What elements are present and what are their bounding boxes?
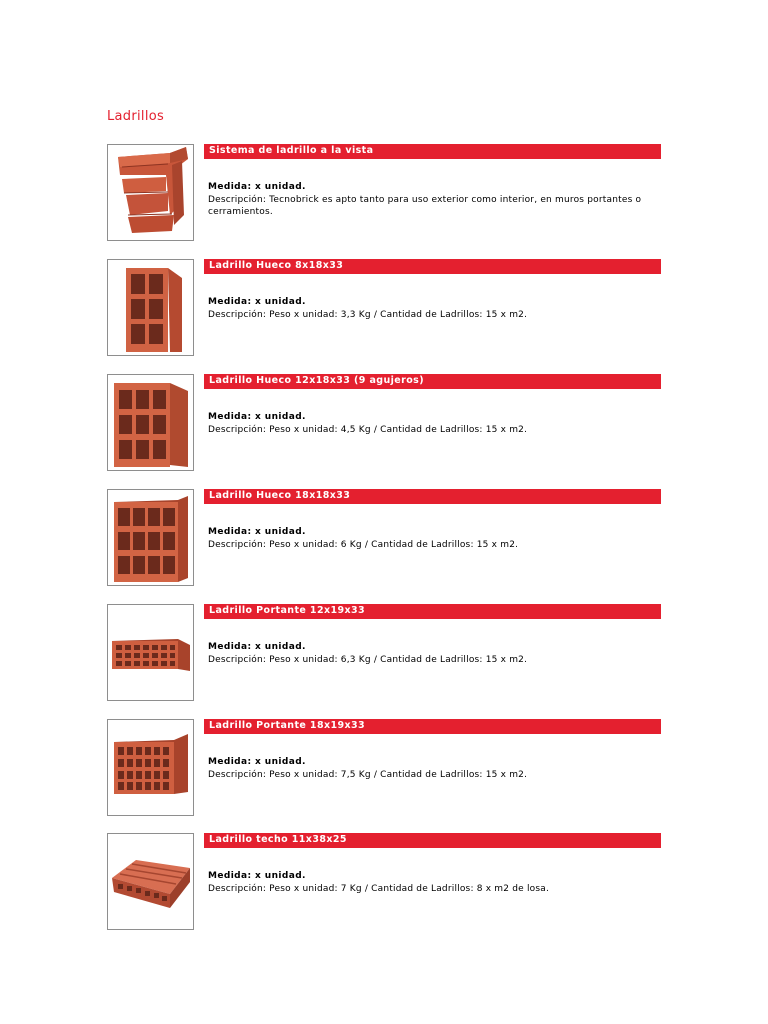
product-title: Ladrillo Portante 12x19x33 <box>209 605 366 616</box>
product-title-bar <box>204 833 661 848</box>
hollow-brick-9-holes-icon <box>107 374 194 471</box>
product-description: Descripción: Peso x unidad: 6,3 Kg / Cantidad de Ladrillos: 15 x m2. <box>208 654 528 665</box>
product-description: Descripción: Peso x unidad: 6 Kg / Cantidad de Ladrillos: 15 x m2. <box>208 539 519 550</box>
product-medida: Medida: x unidad. <box>208 527 306 537</box>
product-item <box>107 144 661 242</box>
load-bearing-brick-icon <box>107 604 194 701</box>
product-title: Ladrillo Hueco 8x18x33 <box>209 260 344 271</box>
product-medida: Medida: x unidad. <box>208 182 306 192</box>
product-medida: Medida: x unidad. <box>208 297 306 307</box>
product-title-bar <box>204 259 661 274</box>
product-item <box>107 833 661 931</box>
product-description: Descripción: Peso x unidad: 7 Kg / Cantidad de Ladrillos: 8 x m2 de losa. <box>208 883 550 894</box>
product-item <box>107 259 661 357</box>
product-title-bar <box>204 374 661 389</box>
product-item <box>107 374 661 472</box>
product-title-bar <box>204 719 661 734</box>
hollow-brick-6-holes-icon <box>107 259 194 356</box>
product-medida: Medida: x unidad. <box>208 642 306 652</box>
roof-brick-icon <box>107 833 194 930</box>
product-description: Descripción: Peso x unidad: 7,5 Kg / Cantidad de Ladrillos: 15 x m2. <box>208 769 528 780</box>
product-title: Ladrillo Hueco 12x18x33 (9 agujeros) <box>209 375 424 386</box>
product-title: Sistema de ladrillo a la vista <box>209 145 374 156</box>
product-title-bar <box>204 604 661 619</box>
page-title: Ladrillos <box>107 109 165 124</box>
product-description: Descripción: Tecnobrick es apto tanto para uso exterior como interior, en muros portantes o cerramientos. <box>208 194 642 217</box>
product-item <box>107 489 661 587</box>
product-medida: Medida: x unidad. <box>208 412 306 422</box>
product-title: Ladrillo Hueco 18x18x33 <box>209 490 351 501</box>
product-item <box>107 719 661 817</box>
hollow-brick-12-holes-icon <box>107 489 194 586</box>
product-title: Ladrillo techo 11x38x25 <box>209 834 347 845</box>
product-description: Descripción: Peso x unidad: 3,3 Kg / Cantidad de Ladrillos: 15 x m2. <box>208 309 528 320</box>
product-title-bar <box>204 144 661 159</box>
product-title: Ladrillo Portante 18x19x33 <box>209 720 366 731</box>
face-brick-system-icon <box>107 144 194 241</box>
product-medida: Medida: x unidad. <box>208 871 306 881</box>
product-title-bar <box>204 489 661 504</box>
product-medida: Medida: x unidad. <box>208 757 306 767</box>
product-item <box>107 604 661 702</box>
product-description: Descripción: Peso x unidad: 4,5 Kg / Cantidad de Ladrillos: 15 x m2. <box>208 424 528 435</box>
load-bearing-brick-large-icon <box>107 719 194 816</box>
